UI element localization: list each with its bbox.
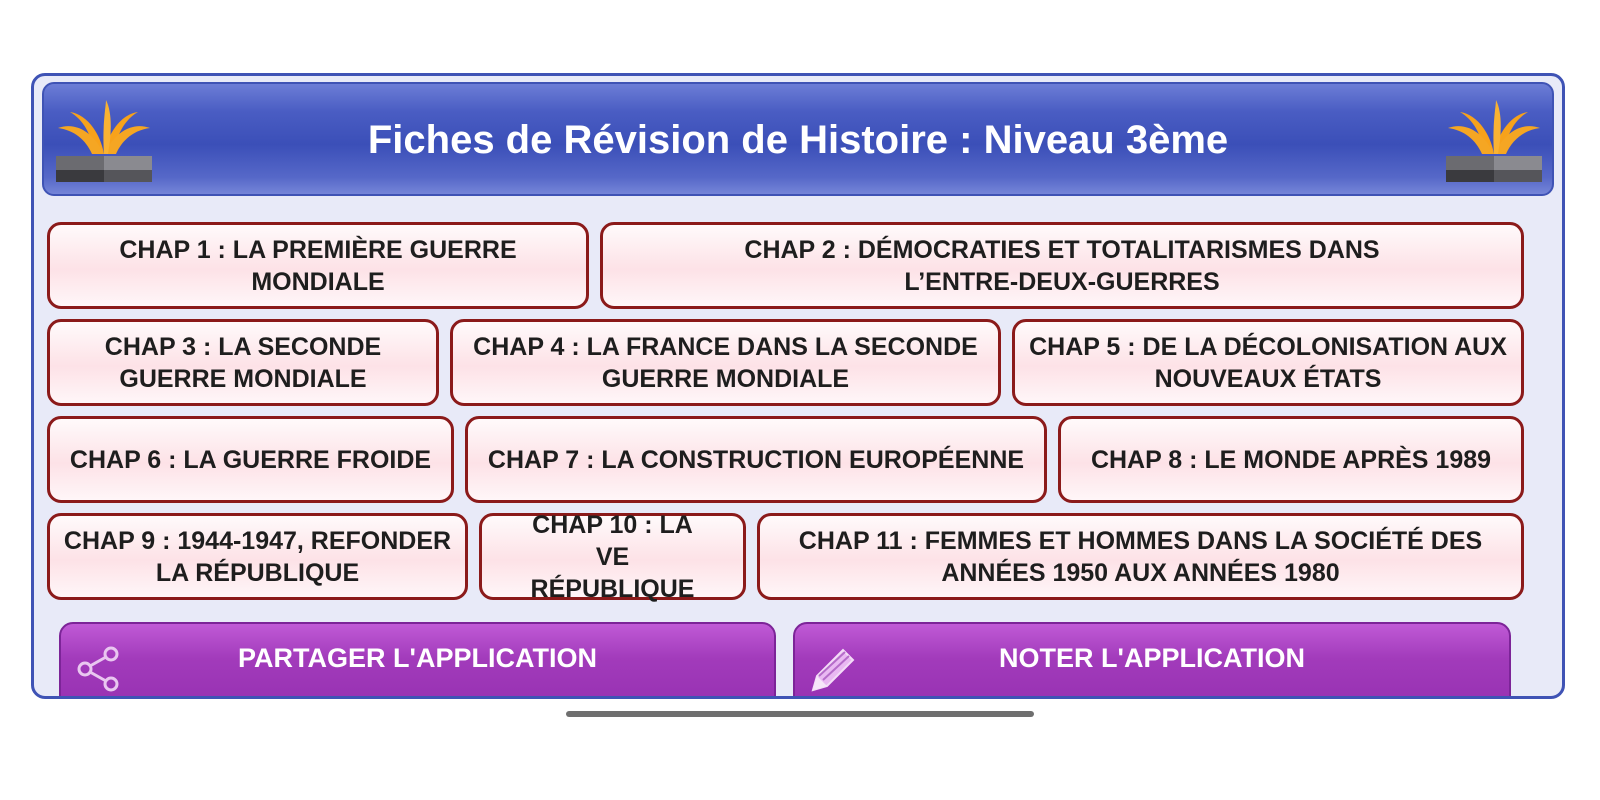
- chapter-button-2[interactable]: [600, 222, 1524, 309]
- page-title: Fiches de Révision de Histoire : Niveau 3ème: [367, 118, 1229, 162]
- chapter-label: CHAP 4 : LA FRANCE DANS LA SECONDE GUERRE MONDIALE: [473, 332, 978, 393]
- chapter-button-9[interactable]: [47, 513, 468, 600]
- app-window: [31, 73, 1565, 699]
- chapter-label: CHAP 8 : LE MONDE APRÈS 1989: [1090, 445, 1492, 474]
- rate-app-button[interactable]: [793, 622, 1511, 699]
- chapter-label: CHAP 5 : DE LA DÉCOLONISATION AUX NOUVEAUX ÉTATS: [1029, 332, 1507, 393]
- chapter-label: CHAP 1 : LA PREMIÈRE GUERRE MONDIALE: [119, 235, 517, 296]
- chapter-label: CHAP 9 : 1944-1947, REFONDER LA RÉPUBLIQUE: [63, 526, 452, 587]
- chapter-button-1[interactable]: [47, 222, 589, 309]
- chapter-button-11[interactable]: [757, 513, 1524, 600]
- chapter-button-8[interactable]: [1058, 416, 1524, 503]
- home-indicator[interactable]: [566, 711, 1034, 717]
- fountain-logo-icon: [1446, 92, 1542, 188]
- chapter-button-6[interactable]: [47, 416, 454, 503]
- chapter-button-5[interactable]: [1012, 319, 1524, 406]
- header-bar: [42, 82, 1554, 196]
- share-app-label: PARTAGER L'APPLICATION: [238, 643, 597, 673]
- rate-app-label: NOTER L'APPLICATION: [999, 643, 1305, 673]
- chapter-label: CHAP 7 : LA CONSTRUCTION EUROPÉENNE: [487, 445, 1025, 474]
- chapter-button-3[interactable]: [47, 319, 439, 406]
- share-app-button[interactable]: [59, 622, 776, 699]
- chapter-label: CHAP 3 : LA SECONDE GUERRE MONDIALE: [104, 332, 382, 393]
- chapter-button-7[interactable]: [465, 416, 1047, 503]
- chapter-button-10[interactable]: [479, 510, 746, 603]
- chapter-label: CHAP 11 : FEMMES ET HOMMES DANS LA SOCIÉTÉ DES ANNÉES 1950 AUX ANNÉES 1980: [798, 526, 1483, 587]
- chapter-button-4[interactable]: [450, 319, 1001, 406]
- chapter-label: CHAP 6 : LA GUERRE FROIDE: [69, 445, 432, 474]
- chapter-label: CHAP 10 : LA VE RÉPUBLIQUE: [530, 510, 695, 603]
- chapter-label: CHAP 2 : DÉMOCRATIES ET TOTALITARISMES DANS L’ENTRE-DEUX-GUERRES: [744, 235, 1380, 296]
